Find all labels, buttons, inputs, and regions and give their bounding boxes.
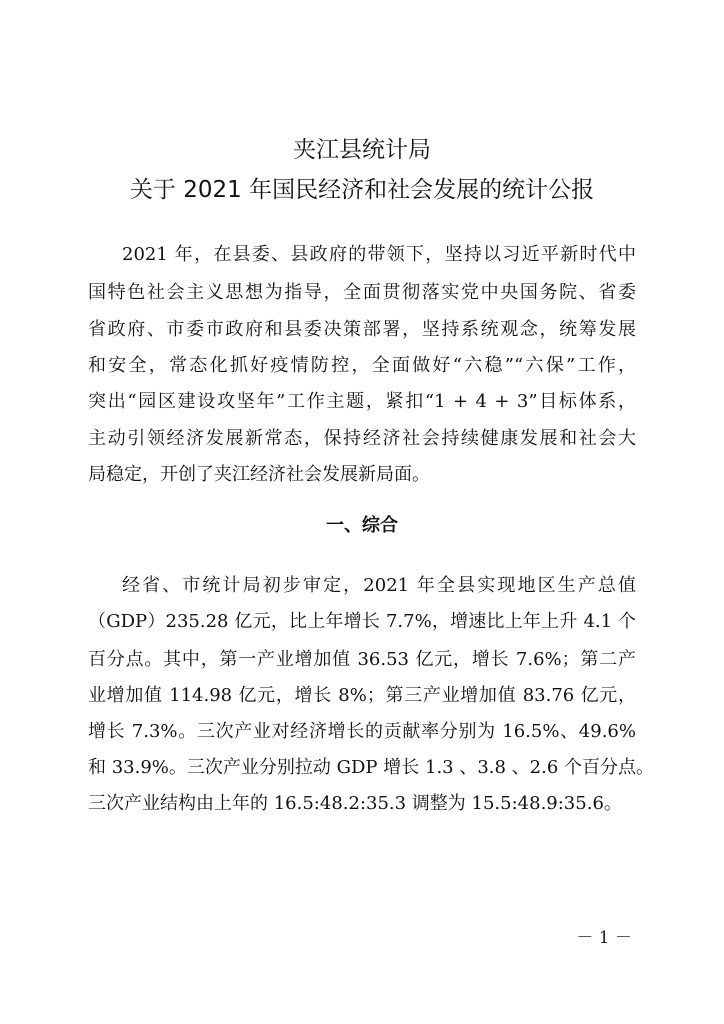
section-1-line-5: 增长 7.3%。三次产业对经济增长的贡献率分别为 16.5%、49.6% — [88, 721, 636, 742]
intro-line-5: 突出“园区建设攻坚年”工作主题，紧扣“1 + 4 + 3”目标体系， — [88, 391, 636, 412]
intro-line-3: 省政府、市委市政府和县委决策部署，坚持系统观念，统筹发展 — [88, 319, 636, 340]
section-1-line-4: 业增加值 114.98 亿元，增长 8%；第三产业增加值 83.76 亿元， — [88, 685, 636, 706]
intro-line-7: 局稳定，开创了夹江经济社会发展新局面。 — [88, 464, 430, 485]
section-1-line-3: 百分点。其中，第一产业增加值 36.53 亿元，增长 7.6%；第二产 — [88, 649, 636, 670]
section-heading: 一、综合 — [326, 515, 398, 536]
intro-line-4: 和安全，常态化抓好疫情防控，全面做好“六稳”“六保”工作， — [88, 355, 636, 376]
intro-line-6: 主动引领经济发展新常态，保持经济社会持续健康发展和社会大 — [88, 428, 636, 449]
intro-line-2: 国特色社会主义思想为指导，全面贯彻落实党中央国务院、省委 — [88, 282, 636, 303]
intro-line-1: 2021 年，在县委、县政府的带领下，坚持以习近平新时代中 — [122, 244, 636, 265]
section-1-line-7: 三次产业结构由上年的 16.5:48.2:35.3 调整为 15.5:48.9:35.6。 — [88, 793, 622, 814]
document-title: 夹江县统计局 — [293, 137, 431, 163]
section-1-line-2: （GDP）235.28 亿元，比上年增长 7.7%，增速比上年上升 4.1 个 — [88, 611, 636, 632]
section-1-line-1: 经省、市统计局初步审定，2021 年全县实现地区生产总值 — [122, 575, 636, 596]
document-subtitle: 关于 2021 年国民经济和社会发展的统计公报 — [129, 177, 595, 203]
section-1-line-6: 和 33.9%。三次产业分别拉动 GDP 增长 1.3 、3.8 、2.6 个百分点。 — [88, 757, 655, 778]
page-number: － 1 － — [576, 928, 632, 948]
